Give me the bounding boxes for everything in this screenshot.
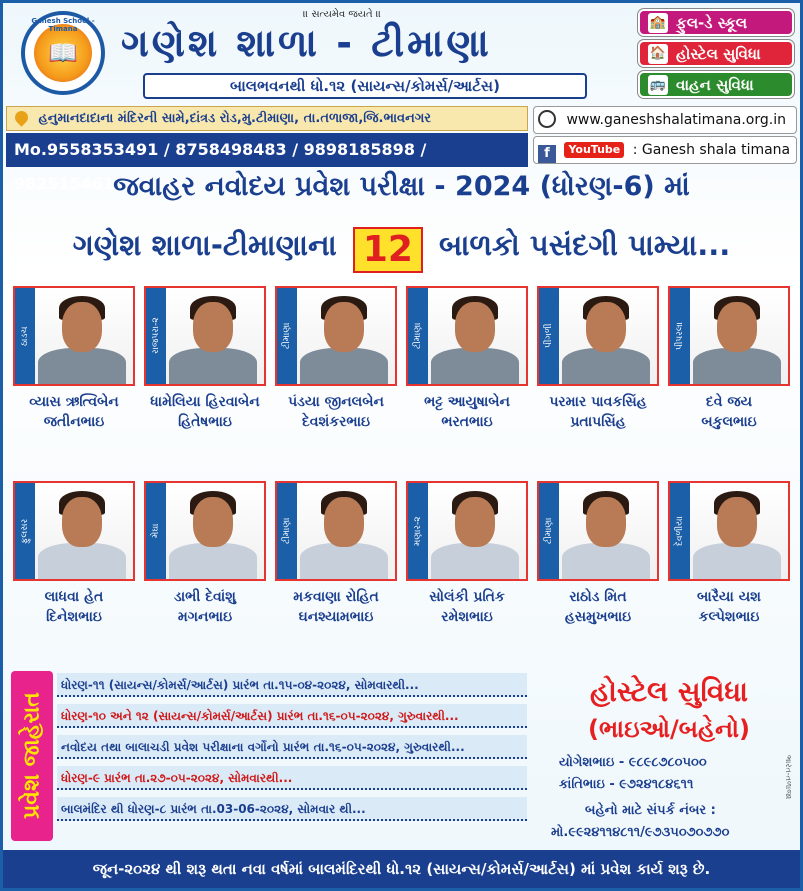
student-village: મણાર-૨ xyxy=(408,483,428,579)
student-name-line1: લાધવા હેત xyxy=(44,589,104,605)
student-card xyxy=(406,481,532,627)
student-photo xyxy=(406,286,528,386)
student-name-line2: ભરતભાઇ xyxy=(441,414,493,430)
badge-transport xyxy=(638,71,794,98)
student-name xyxy=(275,587,397,627)
student-village: ટીમાણા xyxy=(539,483,559,579)
headline-line1: જવાહર નવોદય પ્રવેશ પરીક્ષા - 2024 (ધોરણ-6) માં xyxy=(113,171,690,202)
school-subtitle: બાલભવનથી ધો.૧૨ (સાયન્સ/કોમર્સ/આર્ટસ) xyxy=(143,73,587,99)
address-text: હનુમાનદાદાના મંદિરની સામે,દાંત્રડ રોડ,મુ.ટીમાણા, તા.તળાજા,જિ.ભાવનગર xyxy=(38,111,432,126)
student-photo xyxy=(275,481,397,581)
girls-contact-label: બહેનો માટે સંપર્ક નંબર : xyxy=(585,803,716,818)
designer-credit: ભારત-તળાજા xyxy=(784,755,793,800)
student-name-line2: દેવશંકરભાઇ xyxy=(301,414,371,430)
student-card xyxy=(668,481,794,627)
location-pin-icon xyxy=(12,108,30,126)
student-photo xyxy=(537,286,659,386)
notice-item: નવોદય તથા બાલાચડી પ્રવેશ પરીક્ષાના વર્ગોનો પ્રારંભ તા.૧૬-૦૫-૨૦૨૪, ગુરુવારથી... xyxy=(57,735,527,759)
student-village: ટીમાણા xyxy=(277,288,297,384)
badge-label: ફુલ-ડે સ્કૂલ xyxy=(676,13,748,32)
badge-full-day xyxy=(638,9,794,36)
school-logo xyxy=(21,11,105,95)
youtube-box xyxy=(533,136,797,164)
student-card xyxy=(537,286,663,432)
student-name xyxy=(668,587,790,627)
student-card xyxy=(13,286,139,432)
student-name-line2: બકુલભાઇ xyxy=(701,414,757,430)
bus-icon: 🚌 xyxy=(648,75,668,95)
student-card xyxy=(537,481,663,627)
student-photo xyxy=(537,481,659,581)
student-name-line2: હસમુખભાઇ xyxy=(564,609,632,625)
girls-contact-numbers: મો.૯૯૨૪૧૧૪૮૧૧/૯૭૩૫૦૭૦૭૭૦ xyxy=(551,825,730,840)
hostel-subtitle: (ભાઇઓ/બહેનો) xyxy=(588,715,750,743)
notice-item: ધોરણ-૧૦ અને ૧૨ (સાયન્સ/કોમર્સ/આર્ટસ) પ્રારંભ તા.૧૬-૦૫-૨૦૨૪, ગુરુવારથી... xyxy=(57,704,527,728)
headline-pre: ગણેશ શાળા-ટીમાણાના xyxy=(72,228,337,262)
student-name xyxy=(406,587,528,627)
student-name-line1: ડાભી દેવાંશુ xyxy=(174,589,236,605)
student-name-line2: કલ્પેશભાઇ xyxy=(698,609,760,625)
student-card xyxy=(668,286,794,432)
student-name xyxy=(537,587,659,627)
student-name xyxy=(13,392,135,432)
header xyxy=(3,3,800,103)
student-name-line1: રાઠોડ મિત xyxy=(569,589,627,605)
student-photo xyxy=(668,481,790,581)
badge-label: વાહન સુવિધા xyxy=(676,75,754,94)
selected-count: 12 xyxy=(353,227,423,273)
student-card xyxy=(275,286,401,432)
badge-label: હોસ્ટેલ સુવિધા xyxy=(676,44,761,63)
headline-post: બાળકો પસંદગી પામ્યા... xyxy=(439,228,731,262)
student-name-line2: દિનેશભાઇ xyxy=(46,609,102,625)
student-name-line2: જતીનભાઇ xyxy=(43,414,105,430)
globe-icon xyxy=(538,110,556,128)
youtube-channel[interactable]: : Ganesh shala timana xyxy=(632,142,791,158)
student-name xyxy=(537,392,659,432)
student-name xyxy=(275,392,397,432)
student-name-line2: રમેશભાઇ xyxy=(441,609,493,625)
student-card xyxy=(144,286,270,432)
student-name-line1: ધામેલિયા હિરવાબેન xyxy=(150,394,260,410)
student-village: પીંગળી xyxy=(539,288,559,384)
student-card xyxy=(406,286,532,432)
student-card xyxy=(13,481,139,627)
student-photo xyxy=(668,286,790,386)
student-name-line1: વ્યાસ ઋત્વિબેન xyxy=(29,394,119,410)
student-name-line1: પરમાર પાવકસિંહ xyxy=(549,394,647,410)
student-photo xyxy=(13,286,135,386)
motto: ॥ સત્યમેવ જયતે ॥ xyxy=(303,9,382,20)
facebook-icon: f xyxy=(538,145,556,163)
student-village: ફુલસર xyxy=(15,483,35,579)
student-name-line1: બારૈયા યશ xyxy=(697,589,761,605)
student-name-line1: ભટ્ટ આયુષાબેન xyxy=(424,394,510,410)
student-village: મેઘા xyxy=(146,483,166,579)
student-village: ટીમાણા xyxy=(408,288,428,384)
student-village: ઠાડચ xyxy=(15,288,35,384)
student-name-line1: મકવાણા રોહિત xyxy=(293,589,379,605)
hostel-contact-1: યોગેશભાઇ - ૯૮૯૮૭૮૦૫૦૦ xyxy=(559,755,707,770)
student-name xyxy=(668,392,790,432)
headline-line2 xyxy=(3,227,800,273)
website-box xyxy=(533,106,797,134)
student-photo xyxy=(406,481,528,581)
admission-side-label: પ્રવેશ જાહેરાત xyxy=(11,671,53,841)
student-name-line2: હિતેષભાઇ xyxy=(178,414,232,430)
notice-item: ધોરણ-૧૧ (સાયન્સ/કોમર્સ/આર્ટસ) પ્રારંભ તા.૧૫-૦૪-૨૦૨૪, સોમવારથી... xyxy=(57,673,527,697)
hostel-icon: 🏠 xyxy=(648,44,668,64)
student-name-line1: પંડયા જીનલબેન xyxy=(288,394,384,410)
phone-numbers: Mo.9558353491 / 8758498483 / 9898185898 / 9825154611 xyxy=(6,133,528,167)
book-icon: 📖 xyxy=(34,24,92,82)
student-name xyxy=(406,392,528,432)
website-url[interactable]: www.ganeshshalatimana.org.in xyxy=(566,112,786,128)
student-card xyxy=(275,481,401,627)
student-village: ટીમાણા xyxy=(277,483,297,579)
school-icon: 🏫 xyxy=(648,13,668,33)
student-village: પીપરલા xyxy=(670,288,690,384)
youtube-logo: YouTube xyxy=(564,142,624,158)
facility-badges xyxy=(638,9,794,102)
student-village: રાજપરા-૨ xyxy=(146,288,166,384)
student-name-line2: ઘનશ્યામભાઇ xyxy=(298,609,374,625)
footer-banner: જૂન-૨૦૨૪ થી શરૂ થતા નવા વર્ષમાં બાલમંદિરથી ધો.૧૨ (સાયન્સ/કોમર્સ/આર્ટસ) માં પ્રવેશ કાર્ય શરૂ છે. xyxy=(3,850,800,888)
notice-item: બાલમંદિર થી ધોરણ-૮ પ્રારંભ તા.03-06-૨૦૨૪, સોમવાર થી... xyxy=(57,797,527,821)
student-photo xyxy=(275,286,397,386)
badge-hostel xyxy=(638,40,794,67)
student-name-line2: પ્રતાપસિંહ xyxy=(570,414,626,430)
logo-text: Ganesh School - Timana xyxy=(31,17,95,33)
student-name-line1: દવે જય xyxy=(705,394,753,410)
student-photo xyxy=(144,481,266,581)
student-photo xyxy=(13,481,135,581)
admission-notices xyxy=(57,673,527,828)
school-title: ગણેશ શાળા - ટીમાણા xyxy=(121,21,492,65)
student-photo xyxy=(144,286,266,386)
student-name xyxy=(13,587,135,627)
student-village: દેવળીયા xyxy=(670,483,690,579)
student-name-line1: સોલંકી પ્રતિક xyxy=(429,589,505,605)
hostel-contact-2: કાંતિભાઇ - ૯૭૨૪૧૮૪૬૧૧ xyxy=(559,777,694,792)
hostel-title: હોસ્ટેલ સુવિધા xyxy=(589,675,749,708)
notice-item: ધોરણ-૯ પ્રારંભ તા.૨૭-૦૫-૨૦૨૪, સોમવારથી... xyxy=(57,766,527,790)
student-name xyxy=(144,587,266,627)
address-bar xyxy=(6,106,528,131)
student-name xyxy=(144,392,266,432)
student-card xyxy=(144,481,270,627)
student-name-line2: મગનભાઇ xyxy=(177,609,233,625)
